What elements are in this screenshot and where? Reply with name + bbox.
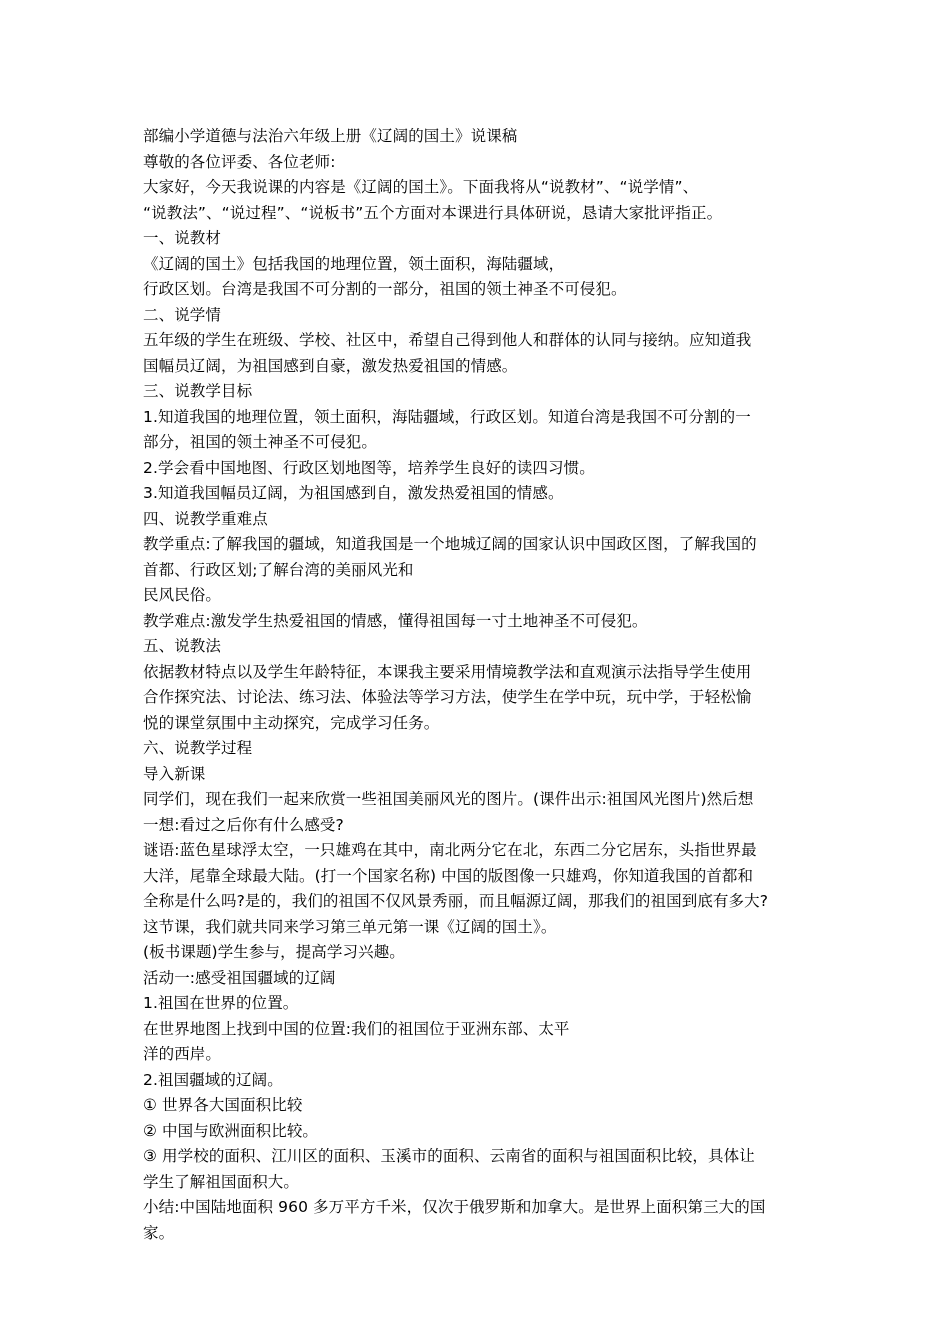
text-line: 谜语:蓝色星球浮太空，一只雄鸡在其中，南北两分它在北，东西二分它居东，头指世界最 [143, 841, 757, 859]
text-line: 国幅员辽阔，为祖国感到自豪，激发热爱祖国的情感。 [143, 356, 518, 375]
text-line: 活动一:感受祖国疆域的辽阔 [143, 968, 336, 987]
text-line: 同学们，现在我们一起来欣赏一些祖国美丽风光的图片。(课件出示:祖国风光图片)然后想 [143, 790, 754, 808]
text-line: 五、说教法 [143, 637, 222, 655]
text-line: 民风民俗。 [143, 586, 222, 604]
text-line: 小结:中国陆地面积 960 多万平方千米，仅次于俄罗斯和加拿大。是世界上面积第三大的国 [143, 1198, 766, 1216]
text-line: 学生了解祖国面积大。 [143, 1172, 300, 1191]
text-line: 大家好，今天我说课的内容是《辽阔的国土》。下面我将从“说教材”、“说学情”、 [143, 178, 699, 196]
text-line: 家。 [143, 1223, 175, 1242]
text-line: 这节课，我们就共同来学习第三单元第一课《辽阔的国土》。 [143, 917, 557, 936]
text-line: ① 世界各大国面积比较 [143, 1096, 303, 1114]
text-line: 悦的课堂氛围中主动探究，完成学习任务。 [143, 713, 440, 732]
text-line: “说教法”、“说过程”、“说板书”五个方面对本课进行具体研说，恳请大家批评指正。 [143, 203, 723, 222]
text-line: 四、说教学重难点 [143, 509, 268, 528]
text-line: 部编小学道德与法治六年级上册《辽阔的国土》说课稿 [143, 127, 518, 145]
text-line: 合作探究法、讨论法、练习法、体验法等学习方法，使学生在学中玩，玩中学，于轻松愉 [143, 688, 752, 706]
document-text-body [143, 124, 823, 1246]
text-line: 五年级的学生在班级、学校、社区中，希望自己得到他人和群体的认同与接纳。应知道我 [143, 331, 752, 349]
text-line: 尊敬的各位评委、各位老师: [143, 152, 336, 171]
text-line: 大洋，尾靠全球最大陆。(打一个国家名称) 中国的版图像一只雄鸡，你知道我国的首都和 [143, 866, 754, 885]
text-line: 导入新课 [143, 764, 206, 783]
text-line: 教学重点:了解我国的疆域，知道我国是一个地城辽阔的国家认识中国政区图，了解我国的 [143, 535, 757, 553]
text-line: 2.祖国疆域的辽阔。 [143, 1070, 283, 1089]
text-line: (板书课题)学生参与，提高学习兴趣。 [143, 943, 405, 961]
text-line: 首都、行政区划;了解台湾的美丽风光和 [143, 560, 414, 579]
text-line: 2.学会看中国地图、行政区划地图等，培养学生良好的读四习惯。 [143, 458, 595, 477]
text-line: 在世界地图上找到中国的位置:我们的祖国位于亚洲东部、太平 [143, 1019, 570, 1038]
text-line: 1.祖国在世界的位置。 [143, 994, 299, 1012]
text-line: 1.知道我国的地理位置，领土面积，海陆疆域，行政区划。知道台湾是我国不可分割的一 [143, 407, 751, 426]
text-line: 行政区划。台湾是我国不可分割的一部分，祖国的领土神圣不可侵犯。 [143, 280, 627, 298]
text-line: 六、说教学过程 [143, 739, 253, 757]
text-line: 教学难点:激发学生热爱祖国的情感，懂得祖国每一寸土地神圣不可侵犯。 [143, 611, 648, 630]
text-line: ② 中国与欧洲面积比较。 [143, 1121, 319, 1140]
text-line: 二、说学情 [143, 305, 222, 324]
text-line: ③ 用学校的面积、江川区的面积、玉溪市的面积、云南省的面积与祖国面积比较，具体让 [143, 1147, 755, 1165]
text-line: 依据教材特点以及学生年龄特征，本课我主要采用情境教学法和直观演示法指导学生使用 [143, 662, 752, 681]
text-line: 一、说教材 [143, 229, 222, 247]
text-line: 《辽阔的国土》包括我国的地理位置，领土面积，海陆疆域， [143, 254, 565, 273]
text-line: 洋的西岸。 [143, 1045, 222, 1063]
text-line: 三、说教学目标 [143, 382, 253, 400]
text-line: 一想:看过之后你有什么感受? [143, 815, 344, 834]
text-line: 3.知道我国幅员辽阔，为祖国感到自，激发热爱祖国的情感。 [143, 484, 564, 502]
text-line: 全称是什么吗?是的，我们的祖国不仅风景秀丽，而且幅源辽阔，那我们的祖国到底有多大? [143, 892, 769, 910]
text-line: 部分，祖国的领土神圣不可侵犯。 [143, 433, 378, 451]
